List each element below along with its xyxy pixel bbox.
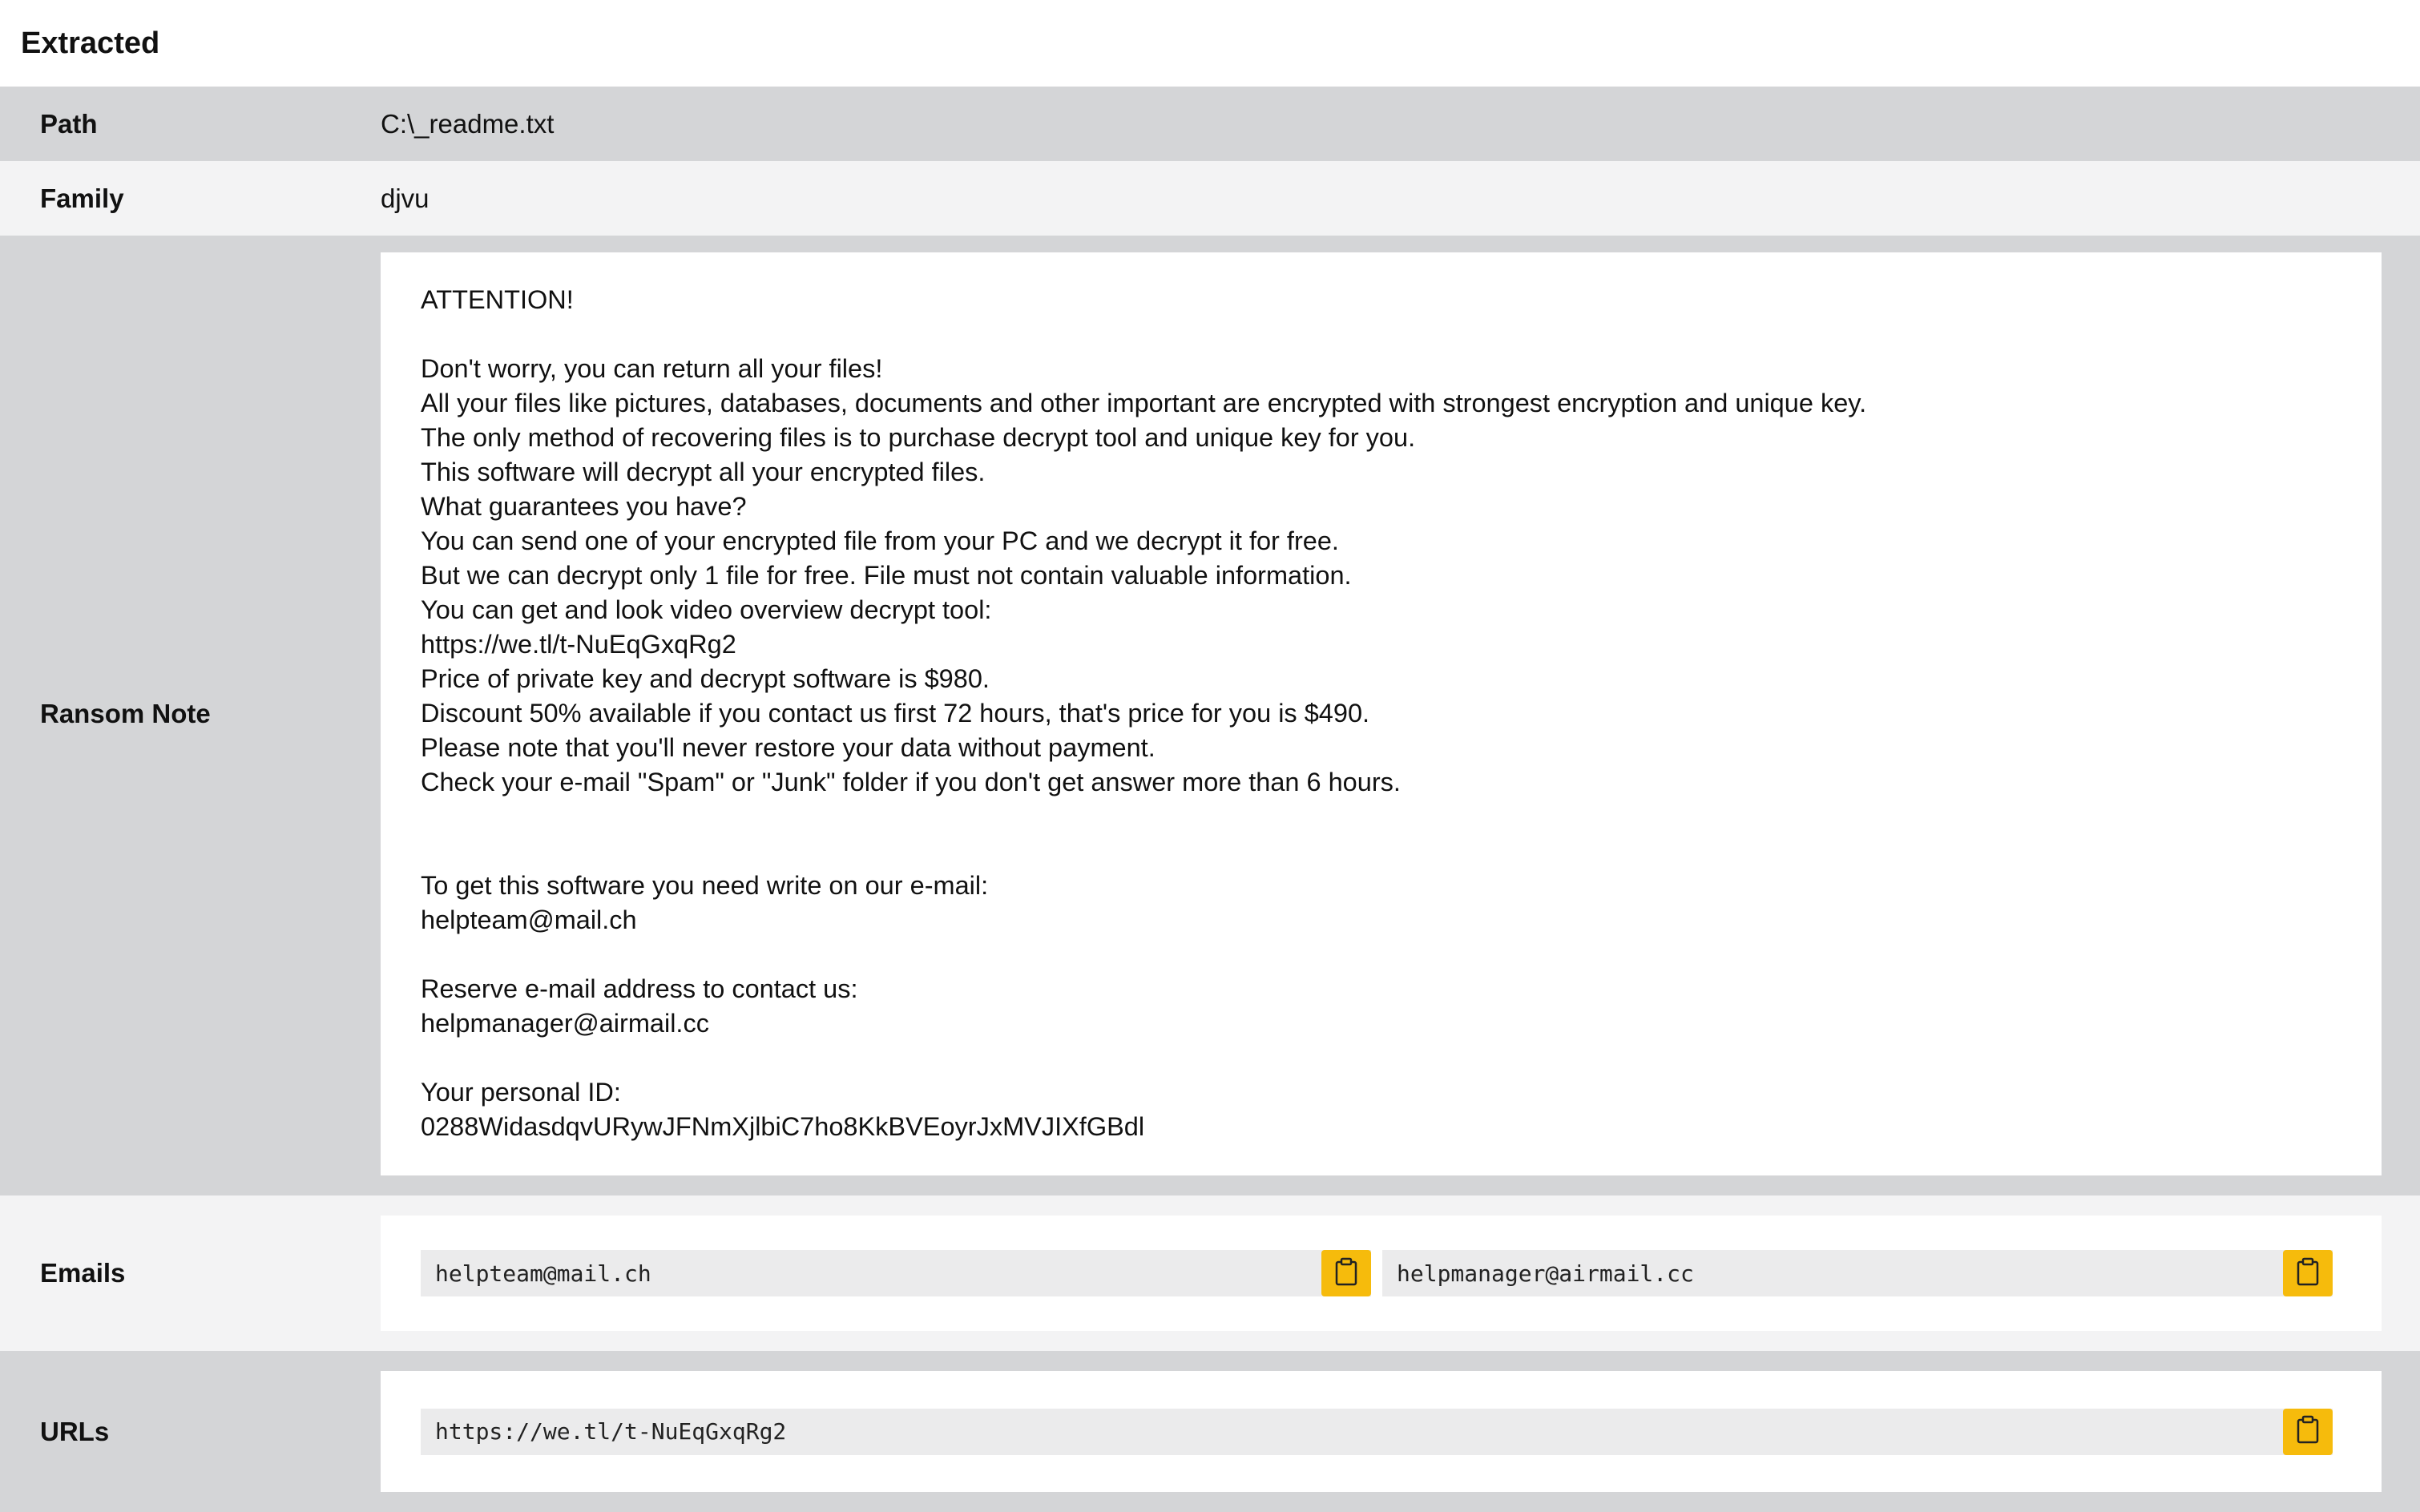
clipboard-icon — [2296, 1257, 2320, 1290]
url-chip — [421, 1409, 2333, 1455]
clipboard-icon — [1334, 1257, 1358, 1290]
urls-label: URLs — [40, 1416, 110, 1446]
url-value[interactable]: https://we.tl/t-NuEqGxqRg2 — [435, 1418, 787, 1445]
family-value: djvu — [381, 183, 430, 213]
copy-email-button[interactable] — [2283, 1250, 2333, 1296]
section-title: Extracted — [21, 26, 160, 60]
email-value[interactable]: helpmanager@airmail.cc — [1397, 1260, 1694, 1287]
path-value: C:\_readme.txt — [381, 108, 555, 139]
row-urls — [0, 1351, 2420, 1512]
row-path — [0, 87, 2420, 161]
row-ransom-note — [0, 236, 2420, 1195]
copy-email-button[interactable] — [1321, 1250, 1371, 1296]
family-label: Family — [40, 183, 124, 213]
ransom-note-panel — [381, 252, 2382, 1175]
copy-url-button[interactable] — [2283, 1409, 2333, 1455]
ransom-note-text: ATTENTION! Don't worry, you can return all your files! All your files like pictures, databases, documents and other important are encrypted with strongest encryption and unique key. The only method of recovering files is to purchase decrypt tool and unique key for you. This software will decrypt all your encrypted files. What guarantees you have? You can send one of your encrypted file from your PC and we decrypt it for free. But we can decrypt only 1 file for free. File must not contain valuable information. You can get and look video overview decrypt tool: https://we.tl/t-NuEqGxqRg2 Price of private key and decrypt software is $980. Discount 50% available if you contact us first 72 hours, that's price for you is $490. Please note that you'll never restore your data without payment. Check your e-mail "Spam" or "Junk" folder if you don't get answer more than 6 hours. To get this software you need write on our e-mail: helpteam@mail.ch Reserve e-mail address to contact us: helpmanager@airmail.cc Your personal ID: 0288WidasdqvURywJFNmXjlbiC7ho8KkBVEoyrJxMVJIXfGBdl — [421, 285, 1867, 1141]
path-label: Path — [40, 108, 98, 139]
clipboard-icon — [2296, 1415, 2320, 1448]
emails-label: Emails — [40, 1258, 126, 1288]
emails-panel — [381, 1216, 2382, 1331]
email-chip — [1382, 1250, 2333, 1296]
email-chip — [421, 1250, 1371, 1296]
row-emails — [0, 1195, 2420, 1351]
email-value[interactable]: helpteam@mail.ch — [435, 1260, 651, 1287]
urls-panel — [381, 1371, 2382, 1492]
row-family — [0, 161, 2420, 236]
ransom-note-label: Ransom Note — [40, 699, 211, 728]
